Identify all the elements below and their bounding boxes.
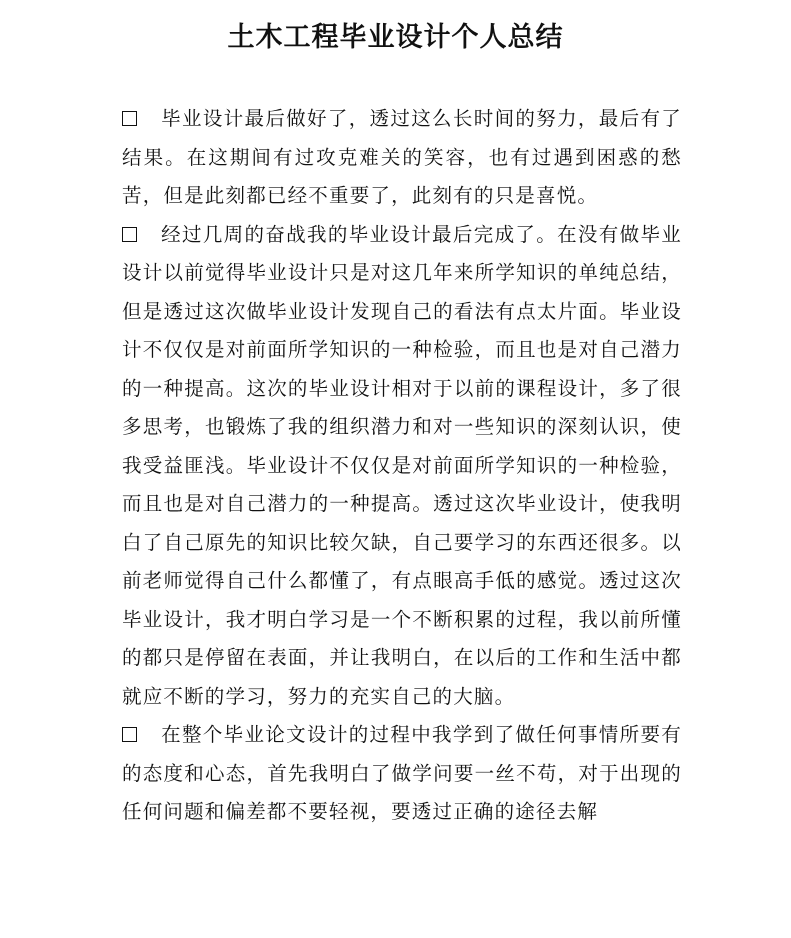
checkbox-bullet-icon	[122, 727, 137, 742]
document-title: 土木工程毕业设计个人总结	[227, 22, 564, 53]
paragraph-3	[122, 716, 682, 832]
paragraph-text: 毕业设计最后做好了，透过这么长时间的努力，最后有了结果。在这期间有过攻克难关的笑容，也有过遇到困惑的愁苦，但是此刻都已经不重要了，此刻有的只是喜悦。	[122, 107, 682, 207]
paragraph-1	[122, 100, 682, 216]
paragraph-text: 在整个毕业论文设计的过程中我学到了做任何事情所要有的态度和心态，首先我明白了做学问要一丝不苟，对于出现的任何问题和偏差都不要轻视，要透过正确的途径去解	[122, 723, 682, 823]
document-body	[122, 100, 682, 832]
checkbox-bullet-icon	[122, 111, 137, 126]
paragraph-text: 经过几周的奋战我的毕业设计最后完成了。在没有做毕业设计以前觉得毕业设计只是对这几年来所学知识的单纯总结，但是透过这次做毕业设计发现自己的看法有点太片面。毕业设计不仅仅是对前面所学知识的一种检验，而且也是对自己潜力的一种提高。这次的毕业设计相对于以前的课程设计，多了很多思考，也锻炼了我的组织潜力和对一些知识的深刻认识，使我受益匪浅。毕业设计不仅仅是对前面所学知识的一种检验，而且也是对自己潜力的一种提高。透过这次毕业设计，使我明白了自己原先的知识比较欠缺，自己要学习的东西还很多。以前老师觉得自己什么都懂了，有点眼高手低的感觉。透过这次毕业设计，我才明白学习是一个不断积累的过程，我以前所懂的都只是停留在表面，并让我明白，在以后的工作和生活中都就应不断的学习，努力的充实自己的大脑。	[122, 222, 682, 708]
paragraph-2	[122, 216, 682, 717]
checkbox-bullet-icon	[122, 227, 137, 242]
